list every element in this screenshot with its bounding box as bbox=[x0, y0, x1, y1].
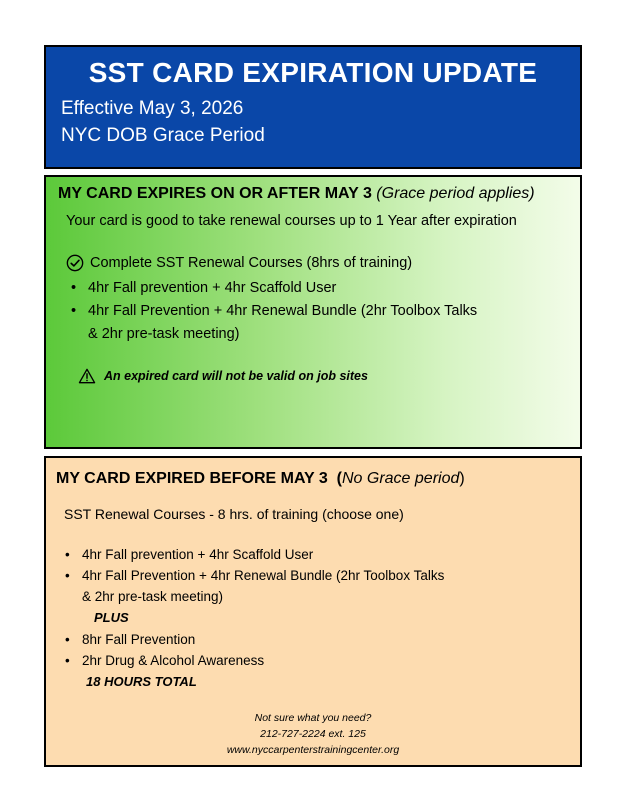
no-grace-section bbox=[44, 456, 582, 767]
no-grace-course-list bbox=[64, 544, 570, 607]
grace-check-text: Complete SST Renewal Courses (8hrs of training) bbox=[90, 255, 413, 271]
list-item-continuation: & 2hr pre-task meeting) bbox=[82, 589, 224, 604]
grace-intro: Your card is good to take renewal courses up to 1 Year after expiration bbox=[66, 213, 517, 229]
warning-triangle-icon bbox=[78, 368, 96, 384]
contact-phone: 212-727-2224 ext. 125 bbox=[260, 728, 366, 740]
page-title: SST CARD EXPIRATION UPDATE bbox=[88, 57, 538, 88]
contact-question: Not sure what you need? bbox=[254, 712, 372, 724]
no-grace-additional-list bbox=[64, 629, 570, 671]
header-banner bbox=[44, 45, 582, 169]
grace-course-list bbox=[70, 277, 568, 346]
no-grace-heading bbox=[56, 468, 570, 490]
grace-period-section bbox=[44, 175, 582, 449]
grace-warning-text: An expired card will not be valid on job sites bbox=[104, 369, 368, 383]
no-grace-heading-paren-open: ( bbox=[336, 470, 342, 487]
list-item-text: 4hr Fall Prevention + 4hr Renewal Bundle (2hr Toolbox Talks bbox=[88, 303, 478, 319]
grace-heading-italic: (Grace period applies) bbox=[376, 185, 535, 202]
list-item-continuation: & 2hr pre-task meeting) bbox=[88, 326, 240, 342]
check-circle-icon bbox=[66, 254, 84, 272]
contact-website: www.nyccarpenterstrainingcenter.org bbox=[226, 744, 400, 756]
no-grace-heading-bold: MY CARD EXPIRED BEFORE MAY 3 bbox=[56, 470, 328, 487]
no-grace-heading-italic: No Grace period bbox=[341, 470, 460, 487]
contact-info bbox=[46, 710, 580, 758]
no-grace-heading-paren-close: ) bbox=[459, 470, 465, 487]
no-grace-intro: SST Renewal Courses - 8 hrs. of training (choose one) bbox=[64, 506, 404, 522]
list-item bbox=[64, 544, 570, 565]
list-item-text: 2hr Drug & Alcohol Awareness bbox=[82, 653, 265, 668]
effective-date: Effective May 3, 2026 bbox=[61, 98, 244, 119]
list-item bbox=[64, 565, 570, 607]
list-item-text: 4hr Fall Prevention + 4hr Renewal Bundle (2hr Toolbox Talks bbox=[82, 568, 445, 583]
list-item-text: 8hr Fall Prevention bbox=[82, 632, 196, 647]
list-item bbox=[70, 277, 568, 300]
plus-label: PLUS bbox=[94, 610, 129, 625]
list-item-text: 4hr Fall prevention + 4hr Scaffold User bbox=[88, 280, 337, 296]
grace-heading-bold: MY CARD EXPIRES ON OR AFTER MAY 3 bbox=[58, 185, 372, 202]
list-item bbox=[64, 650, 570, 671]
grace-heading bbox=[58, 183, 568, 205]
header-subtitle: NYC DOB Grace Period bbox=[61, 125, 265, 146]
grace-warning bbox=[78, 368, 568, 384]
grace-check-item bbox=[66, 253, 568, 273]
list-item bbox=[64, 629, 570, 650]
list-item-text: 4hr Fall prevention + 4hr Scaffold User bbox=[82, 547, 314, 562]
list-item bbox=[70, 300, 568, 346]
total-hours-label: 18 HOURS TOTAL bbox=[86, 674, 197, 689]
